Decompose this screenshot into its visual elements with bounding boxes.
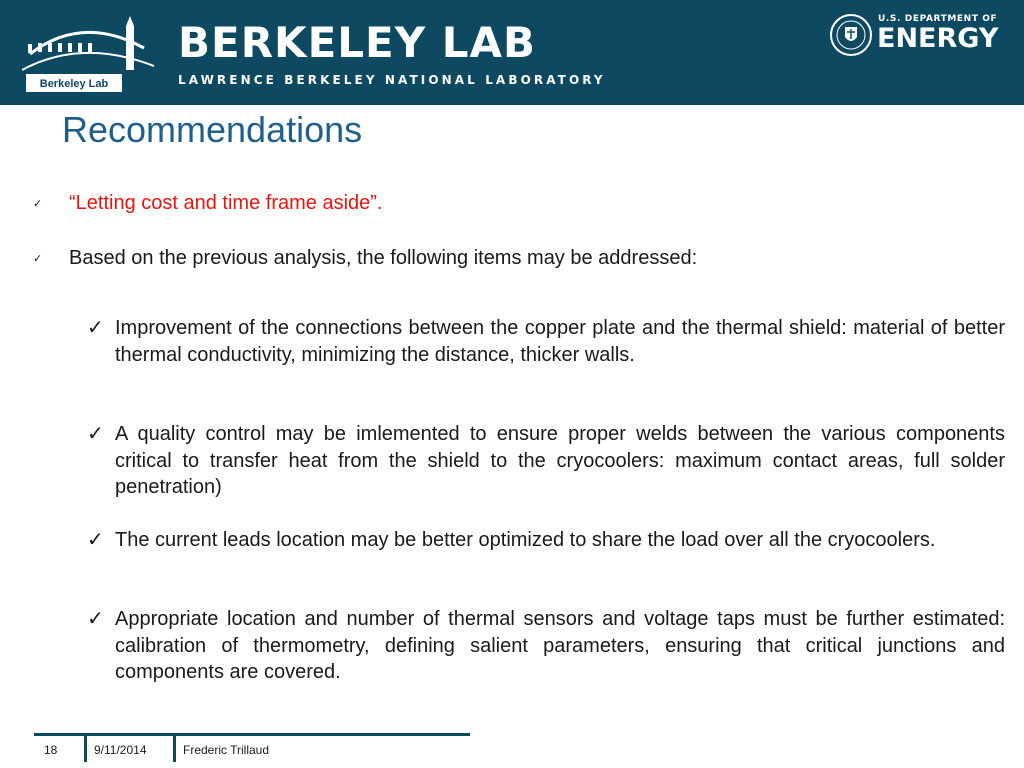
- lab-subtitle: LAWRENCE BERKELEY NATIONAL LABORATORY: [178, 73, 606, 87]
- lab-title: BERKELEY LAB: [178, 18, 537, 67]
- sub-bullet-text: The current leads location may be better optimized to share the load over all the cryocoolers.: [115, 529, 936, 551]
- check-icon: ✓: [87, 317, 104, 339]
- sub-bullet-text: A quality control may be imlemented to ensure proper welds between the various components critical to transfer heat from the shield to the cryocoolers: maximum contact areas, full solder penetration): [115, 423, 1005, 498]
- bullet-item: [0, 190, 1000, 220]
- footer-date: 9/11/2014: [94, 743, 147, 757]
- slide-title: Recommendations: [62, 109, 363, 150]
- check-icon: ✓: [87, 608, 104, 630]
- sub-bullet-text: Improvement of the connections between the copper plate and the thermal shield: material of better thermal conductivity, minimizing the distance, thicker walls.: [115, 317, 1005, 366]
- berkeley-lab-logo: [22, 8, 162, 96]
- footer-rule: [34, 733, 470, 736]
- footer-separator: [173, 736, 176, 762]
- check-icon: ✓: [33, 253, 43, 265]
- footer-author: Frederic Trillaud: [183, 743, 270, 757]
- bullet-text: Based on the previous analysis, the following items may be addressed:: [69, 247, 698, 269]
- check-icon: ✓: [33, 198, 43, 210]
- check-icon: ✓: [87, 529, 104, 551]
- footer-separator: [84, 736, 87, 762]
- bullet-item: [0, 245, 1000, 275]
- logo-text: Berkeley Lab: [39, 78, 109, 90]
- bullet-text: “Letting cost and time frame aside”.: [69, 192, 383, 214]
- doe-seal-icon: [829, 13, 873, 57]
- check-icon: ✓: [87, 423, 104, 445]
- sub-bullet-text: Appropriate location and number of thermal sensors and voltage taps must be further estimated: calibration of thermometry, defining salient parameters, ensuring that critical junctions and components are covered.: [115, 608, 1005, 683]
- page-number: 18: [44, 743, 58, 757]
- doe-department-label: U.S. DEPARTMENT OF: [878, 14, 998, 24]
- header-banner: [0, 0, 1024, 105]
- doe-energy-label: ENERGY: [877, 23, 999, 54]
